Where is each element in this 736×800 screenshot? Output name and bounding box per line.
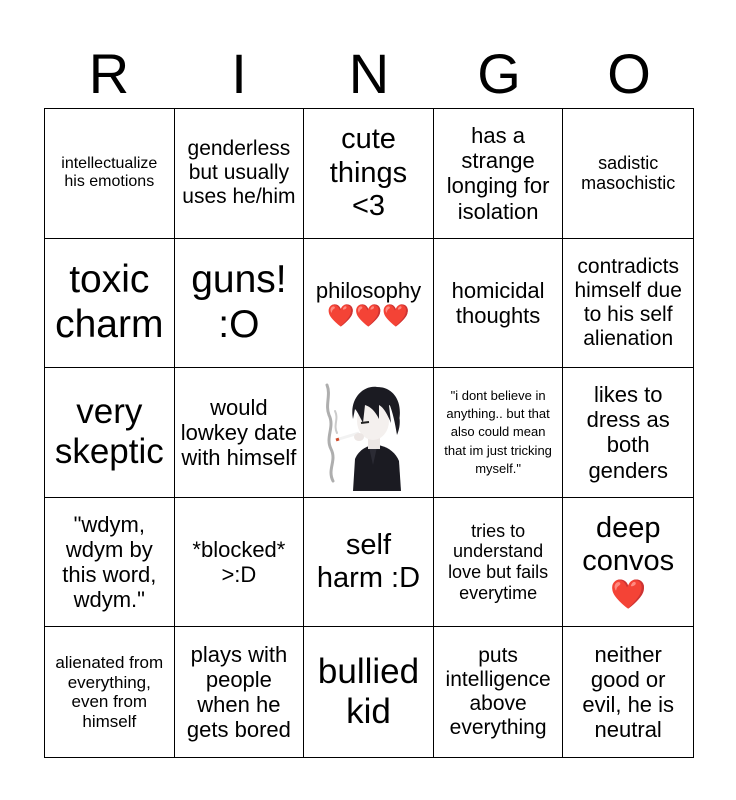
cell-text: bullied kid [317, 651, 420, 732]
cell-text: deep convos ❤️ [582, 512, 675, 611]
bingo-cell[interactable] [175, 627, 305, 757]
bingo-cell[interactable] [434, 239, 564, 369]
bingo-cell[interactable] [45, 109, 175, 239]
cell-text: toxic charm [55, 258, 164, 346]
bingo-cell[interactable] [434, 109, 564, 239]
cell-text: likes to dress as both genders [586, 381, 670, 483]
cell-text: "wdym, wdym by this word, wdym." [62, 511, 157, 613]
header-letter-i: I [231, 42, 247, 105]
cell-text: neither good or evil, he is neutral [582, 641, 675, 743]
header-letter-r: R [88, 42, 130, 105]
bingo-cell[interactable] [175, 498, 305, 628]
cell-text: *blocked* >:D [192, 536, 286, 588]
cell-text: sadistic masochistic [581, 152, 676, 194]
bingo-cell[interactable] [175, 368, 305, 498]
cell-text: "i dont believe in anything.. but that also could mean that im just tricking myself." [444, 388, 552, 476]
bingo-cell[interactable] [175, 109, 305, 239]
bingo-cell[interactable] [434, 627, 564, 757]
cell-text: has a strange longing for isolation [446, 122, 550, 224]
bingo-cell[interactable] [304, 498, 434, 628]
header-letter-n: N [348, 42, 390, 105]
bingo-cell[interactable] [434, 368, 564, 498]
bingo-cell[interactable] [304, 627, 434, 757]
cell-text: intellectualize his emotions [61, 154, 158, 191]
cell-text: homicidal thoughts [451, 277, 545, 328]
bingo-cell[interactable] [45, 239, 175, 369]
cell-text: contradicts himself due to his self alienation [574, 254, 682, 351]
bingo-cell[interactable] [45, 368, 175, 498]
bingo-cell[interactable] [45, 627, 175, 757]
cell-text: alienated from everything, even from himself [55, 653, 164, 731]
bingo-cell[interactable] [563, 239, 693, 369]
cell-text: philosophy ❤️❤️❤️ [315, 277, 422, 328]
character-portrait-icon [313, 373, 423, 491]
cell-text: genderless but usually uses he/him [182, 137, 296, 209]
cell-text: guns! :O [191, 258, 287, 346]
bingo-board [44, 108, 694, 758]
bingo-cell[interactable] [563, 109, 693, 239]
cell-text: puts intelligence above everything [445, 643, 551, 740]
bingo-cell[interactable] [434, 498, 564, 628]
cell-text: would lowkey date with himself [180, 394, 297, 471]
cell-text: plays with people when he gets bored [186, 641, 291, 743]
bingo-cell[interactable] [304, 239, 434, 369]
bingo-cell[interactable] [175, 239, 305, 369]
bingo-cell[interactable] [45, 498, 175, 628]
bingo-cell[interactable] [563, 368, 693, 498]
cell-text: very skeptic [54, 392, 164, 472]
header-letter-o: O [607, 42, 651, 105]
cell-text: cute things <3 [329, 123, 408, 222]
bingo-header [44, 40, 694, 108]
bingo-cell[interactable] [304, 109, 434, 239]
free-space-cell[interactable] [304, 368, 434, 498]
cell-text: self harm :D [316, 528, 421, 595]
cell-text: tries to understand love but fails everytime [448, 520, 549, 603]
bingo-cell[interactable] [563, 627, 693, 757]
bingo-cell[interactable] [563, 498, 693, 628]
header-letter-g: G [477, 42, 521, 105]
